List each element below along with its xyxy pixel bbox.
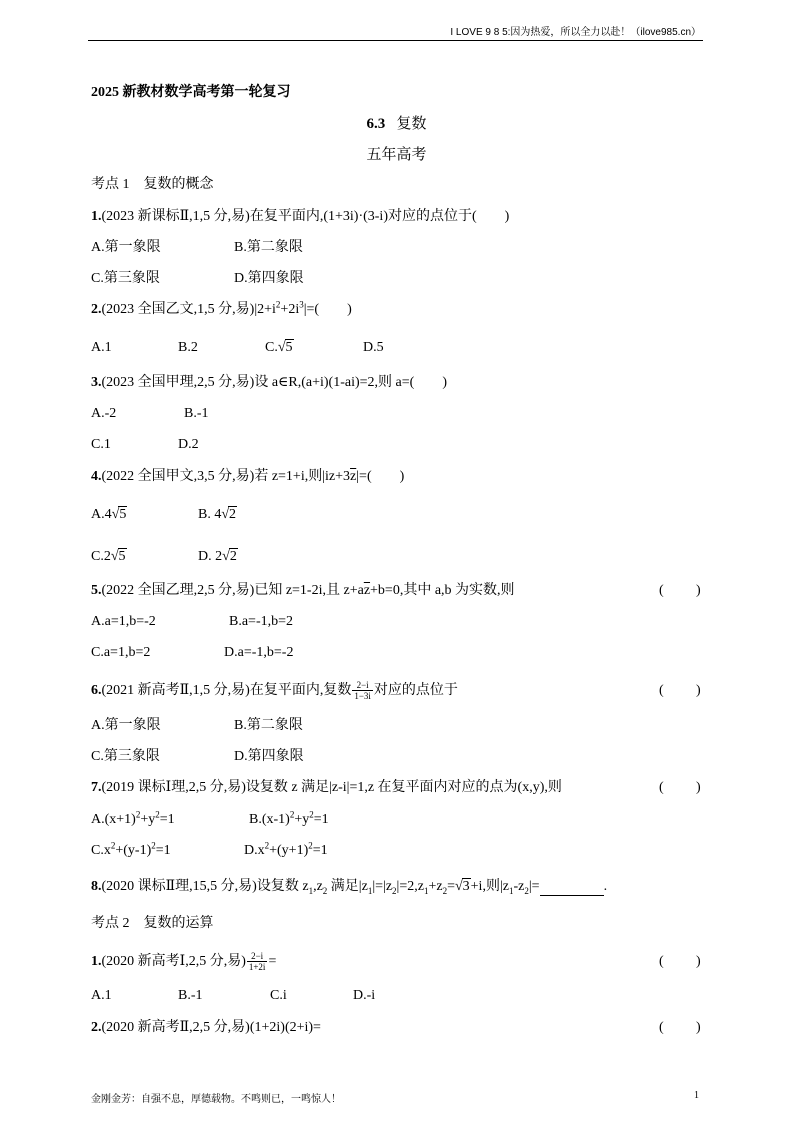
subscript: 1 [367, 885, 373, 896]
stem-part: +b=0,其中 a,b 为实数,则 [370, 583, 515, 598]
section-number: 6.3 [366, 116, 386, 132]
left-paren: ( [659, 954, 664, 969]
question-5-stem [91, 582, 515, 600]
fraction [247, 951, 268, 972]
stem-part: = [447, 879, 455, 894]
q6-option-b: B.第二象限 [234, 718, 303, 733]
exponent: 2 [151, 840, 156, 851]
stem-part: (2020 新高考Ⅰ,2,5 分,易) [101, 954, 246, 969]
radicand: 2 [229, 507, 237, 522]
q6-option-d: D.第四象限 [234, 749, 304, 764]
stem-part: -z [513, 879, 525, 894]
subscript: 2 [392, 885, 397, 896]
option-label: C. [265, 340, 278, 355]
q3-option-a: A.-2 [91, 406, 117, 421]
radicand: 2 [229, 549, 237, 564]
question-number: 2. [91, 1020, 102, 1035]
exponent: 2 [135, 809, 141, 820]
page-number: 1 [694, 1090, 699, 1101]
question-number: 4. [91, 469, 102, 484]
term: D.x [244, 843, 265, 858]
q3-option-d: D.2 [178, 437, 199, 452]
q1-option-c: C.第三象限 [91, 271, 160, 286]
question-8-stem: 8.(2020 课标Ⅱ理,15,5 分,易)设复数 $z_1,z_2$ 满足$|z_1|=|z_2|=2,z_1+z_2=√3+i$,则$|z_1-z_2|=$ . [91, 879, 608, 896]
question-number: 2. [91, 302, 102, 317]
term: +(y-1) [115, 843, 152, 858]
stem-part: |=2,z [396, 879, 424, 894]
stem-part: ,z [313, 879, 323, 894]
section-title [0, 115, 793, 133]
right-paren: ) [696, 583, 701, 598]
exponent: 2 [264, 840, 270, 851]
question-3-stem [91, 374, 447, 392]
exponent: 2 [289, 809, 295, 820]
question-1-stem [91, 208, 509, 226]
question-number: 7. [91, 780, 102, 795]
q3-option-c: C.1 [91, 437, 111, 452]
numerator: 2−i [352, 680, 373, 691]
q7-option-c [91, 842, 171, 860]
page-header [88, 20, 703, 41]
question-number: 1. [91, 209, 102, 224]
t2q1-option-b: B.-1 [178, 988, 203, 1003]
q7-option-d [244, 842, 328, 860]
stem-part: 对应的点位于 [373, 683, 458, 698]
topic2-question-2-stem [91, 1019, 321, 1037]
q1-option-b: B.第二象限 [234, 240, 303, 255]
question-text: (2023 全国甲理,2,5 分,易)设 a∈R,(a+i)(1-ai)=2,则 a=( ) [101, 375, 447, 390]
numerator: 2−i [247, 951, 268, 962]
footer-motto: 金刚金芳：自强不息，厚德载物。不鸣则已，一鸣惊人！ [91, 1094, 341, 1105]
t2q1-option-d: D.-i [353, 988, 376, 1003]
left-paren: ( [659, 780, 664, 795]
q2-option-a: A.1 [91, 340, 112, 355]
right-paren: ) [696, 780, 701, 795]
conjugate-z: $\overline{z}$ [363, 583, 371, 598]
fraction [352, 680, 373, 701]
exponent: 3 [299, 299, 304, 310]
subscript: 2 [442, 885, 448, 896]
q3-option-b: B.-1 [184, 406, 209, 421]
stem-part: +z [428, 879, 443, 894]
document-title: 2025 新教材数学高考第一轮复习 [91, 85, 291, 100]
right-paren: ) [696, 954, 701, 969]
denominator: 1−3i [354, 691, 371, 702]
question-text: (2023 新课标Ⅱ,1,5 分,易)在复平面内,(1+3i)·(3-i)对应的点位于( ) [101, 209, 510, 224]
term: =1 [159, 812, 175, 827]
stem-part: (2023 全国乙文,1,5 分,易)|2+i [101, 302, 276, 317]
denominator: 1+2i [248, 962, 266, 973]
stem-part: (2020 课标Ⅱ理,15,5 分,易)设复数 z [101, 879, 309, 894]
topic2-question-1-stem [91, 950, 276, 974]
stem-part: (2022 全国乙理,2,5 分,易)已知 z=1-2i,且 z+a [101, 583, 364, 598]
stem-part: |=( ) [356, 469, 405, 484]
left-paren: ( [659, 583, 664, 598]
q5-option-a: A.a=1,b=-2 [91, 614, 156, 629]
term: =1 [155, 843, 171, 858]
q6-option-a: A.第一象限 [91, 718, 161, 733]
option-label: C.2 [91, 549, 111, 564]
conjugate-z: $\overline{z}$ [350, 469, 357, 484]
stem-part: 满足|z [327, 879, 368, 894]
option-label: D. 2 [198, 549, 223, 564]
right-paren: ) [696, 1020, 701, 1035]
topic-2-heading: 考点 2 复数的运算 [91, 916, 214, 931]
option-label: B. 4 [198, 507, 222, 522]
question-text: (2019 课标Ⅰ理,2,5 分,易)设复数 z 满足|z-i|=1,z 在复平面内对应的点为(x,y),则 [101, 780, 562, 795]
question-4-stem [91, 468, 404, 486]
q5-option-d: D.a=-1,b=-2 [224, 645, 294, 660]
term: =1 [313, 812, 329, 827]
stem-part: |= [528, 879, 540, 894]
question-number: 6. [91, 683, 102, 698]
stem-part: |=( ) [303, 302, 352, 317]
stem-part: (2022 全国甲文,3,5 分,易)若 z=1+i,则|iz+3 [101, 469, 351, 484]
question-7-stem [91, 779, 562, 797]
t2q1-option-a: A.1 [91, 988, 112, 1003]
subscript: 2 [524, 885, 529, 896]
q6-option-c: C.第三象限 [91, 749, 160, 764]
question-number: 3. [91, 375, 102, 390]
stem-part: |=|z [372, 879, 393, 894]
radicand: 5 [119, 507, 127, 522]
q7-option-b [249, 811, 329, 829]
term: C.x [91, 843, 111, 858]
subtitle: 五年高考 [366, 147, 427, 163]
exponent: 2 [275, 299, 281, 310]
question-2-stem [91, 301, 352, 319]
term: +(y+1) [269, 843, 309, 858]
option-label: A.4 [91, 507, 112, 522]
t2q1-option-c: C.i [270, 988, 287, 1003]
q2-option-b: B.2 [178, 340, 198, 355]
right-paren: ) [696, 683, 701, 698]
header-text: I LOVE 9 8 5:因为热爱，所以全力以赴！（ilove985.cn） [450, 27, 701, 38]
stem-part: +i,则|z [470, 879, 509, 894]
term: A.(x+1) [91, 812, 136, 827]
topic-1-heading: 考点 1 复数的概念 [91, 177, 214, 192]
term: B.(x-1) [249, 812, 290, 827]
subscript: 2 [322, 885, 328, 896]
stem-part: . [603, 879, 608, 894]
q4-option-b: B. 4√2 [198, 507, 237, 522]
q5-option-b: B.a=-1,b=2 [229, 614, 294, 629]
question-text: (2020 新高考Ⅱ,2,5 分,易)(1+2i)(2+i)= [101, 1020, 321, 1035]
stem-part: (2021 新高考Ⅱ,1,5 分,易)在复平面内,复数 [101, 683, 352, 698]
question-6-stem [91, 679, 458, 703]
q4-option-c: C.2√5 [91, 549, 126, 564]
radicand: 3 [462, 879, 470, 894]
q4-option-a: A.4√5 [91, 507, 127, 522]
term: +y [294, 812, 310, 827]
stem-part: +2i [280, 302, 300, 317]
term: =1 [312, 843, 328, 858]
q2-option-c: C.√5 [265, 340, 293, 355]
question-number: 1. [91, 954, 102, 969]
subscript: 1 [423, 885, 429, 896]
q4-option-d: D. 2√2 [198, 549, 237, 564]
q7-option-a [91, 811, 175, 829]
q1-option-d: D.第四象限 [234, 271, 304, 286]
q5-option-c: C.a=1,b=2 [91, 645, 151, 660]
left-paren: ( [659, 683, 664, 698]
subscript: 1 [308, 885, 314, 896]
exponent: 2 [308, 840, 313, 851]
exponent: 2 [309, 809, 314, 820]
question-number: 5. [91, 583, 102, 598]
exponent: 2 [110, 840, 116, 851]
stem-part: = [268, 954, 277, 969]
q2-option-d: D.5 [363, 340, 384, 355]
exponent: 2 [155, 809, 160, 820]
subscript: 1 [508, 885, 514, 896]
question-number: 8. [91, 879, 102, 894]
q1-option-a: A.第一象限 [91, 240, 161, 255]
answer-blank [540, 881, 604, 896]
section-name: 复数 [396, 116, 427, 132]
radicand: 5 [285, 340, 293, 355]
term: +y [140, 812, 156, 827]
left-paren: ( [659, 1020, 664, 1035]
radicand: 5 [118, 549, 126, 564]
